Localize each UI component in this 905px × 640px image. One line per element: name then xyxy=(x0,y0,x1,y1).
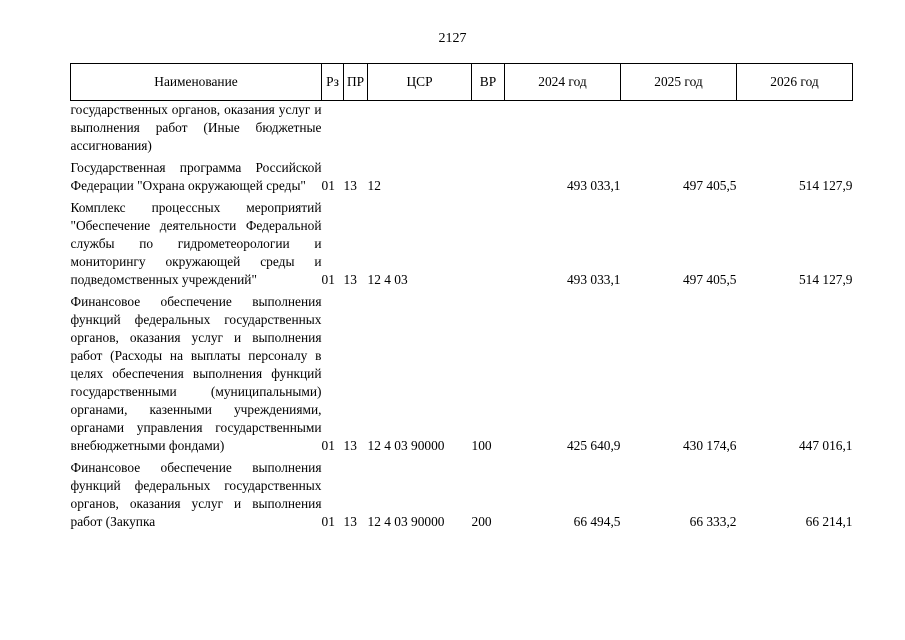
row-name: Финансовое обеспечение выполнения функций федеральных государственных органов, оказания услуг и выполнения работ (Расходы на выплаты персоналу в целях обеспечения выполнения функций государственными (муниципальными) органами, казенными учреждениями, органами управления государственными внебюджетными фондами) xyxy=(70,294,322,453)
header-csr: ЦСР xyxy=(368,64,472,101)
row-vr: 200 xyxy=(471,514,492,529)
row-2026: 514 127,9 xyxy=(798,178,853,193)
row-2026: 514 127,9 xyxy=(798,272,853,287)
row-name: Государственная программа Российской Федерации "Охрана окружающей среды" xyxy=(70,160,322,193)
header-rz: Рз xyxy=(322,64,344,101)
row-2024: 66 494,5 xyxy=(573,514,621,529)
table-header-row xyxy=(71,64,853,101)
header-2024: 2024 год xyxy=(505,64,621,101)
row-rz: 01 xyxy=(321,438,335,453)
row-rz xyxy=(322,101,344,160)
row-2025: 430 174,6 xyxy=(682,438,737,453)
row-2025: 497 405,5 xyxy=(682,272,737,287)
table-row xyxy=(71,101,853,160)
row-pr: 13 xyxy=(343,514,357,529)
row-vr xyxy=(472,199,505,293)
row-rz: 01 xyxy=(321,514,335,529)
table-row xyxy=(71,159,853,199)
header-name: Наименование xyxy=(71,64,322,101)
row-name: Комплекс процессных мероприятий "Обеспечение деятельности Федеральной службы по гидрометеорологии и мониторингу окружающей среды и подведомственных учреждений" xyxy=(70,200,322,287)
row-vr xyxy=(472,101,505,160)
row-2026: 447 016,1 xyxy=(798,438,853,453)
row-2026: 66 214,1 xyxy=(805,514,853,529)
row-pr xyxy=(344,101,368,160)
header-2026: 2026 год xyxy=(737,64,853,101)
row-rz: 01 xyxy=(321,178,335,193)
row-2024: 493 033,1 xyxy=(566,178,621,193)
table-row xyxy=(71,459,853,531)
row-vr: 100 xyxy=(471,438,492,453)
row-2024: 425 640,9 xyxy=(566,438,621,453)
row-2024 xyxy=(505,101,621,160)
row-rz: 01 xyxy=(321,272,335,287)
row-csr: 12 4 03 xyxy=(367,272,408,287)
header-pr: ПР xyxy=(344,64,368,101)
row-2025: 497 405,5 xyxy=(682,178,737,193)
row-csr: 12 4 03 90000 xyxy=(367,438,445,453)
row-vr xyxy=(472,159,505,199)
row-2026 xyxy=(737,101,853,160)
row-pr: 13 xyxy=(343,178,357,193)
budget-table xyxy=(70,63,853,531)
row-2024: 493 033,1 xyxy=(566,272,621,287)
header-2025: 2025 год xyxy=(621,64,737,101)
row-name: государственных органов, оказания услуг и выполнения работ (Иные бюджетные ассигнования) xyxy=(70,102,322,153)
row-2025 xyxy=(621,101,737,160)
row-csr: 12 xyxy=(367,178,381,193)
row-2025: 66 333,2 xyxy=(689,514,737,529)
table-row xyxy=(71,199,853,293)
row-pr: 13 xyxy=(343,272,357,287)
row-pr: 13 xyxy=(343,438,357,453)
page-number: 2127 xyxy=(438,31,467,46)
table-row xyxy=(71,293,853,459)
header-vr: ВР xyxy=(472,64,505,101)
row-csr: 12 4 03 90000 xyxy=(367,514,445,529)
row-csr xyxy=(368,101,472,160)
row-name: Финансовое обеспечение выполнения функций федеральных государственных органов, оказания услуг и выполнения работ (Закупка xyxy=(70,460,322,529)
